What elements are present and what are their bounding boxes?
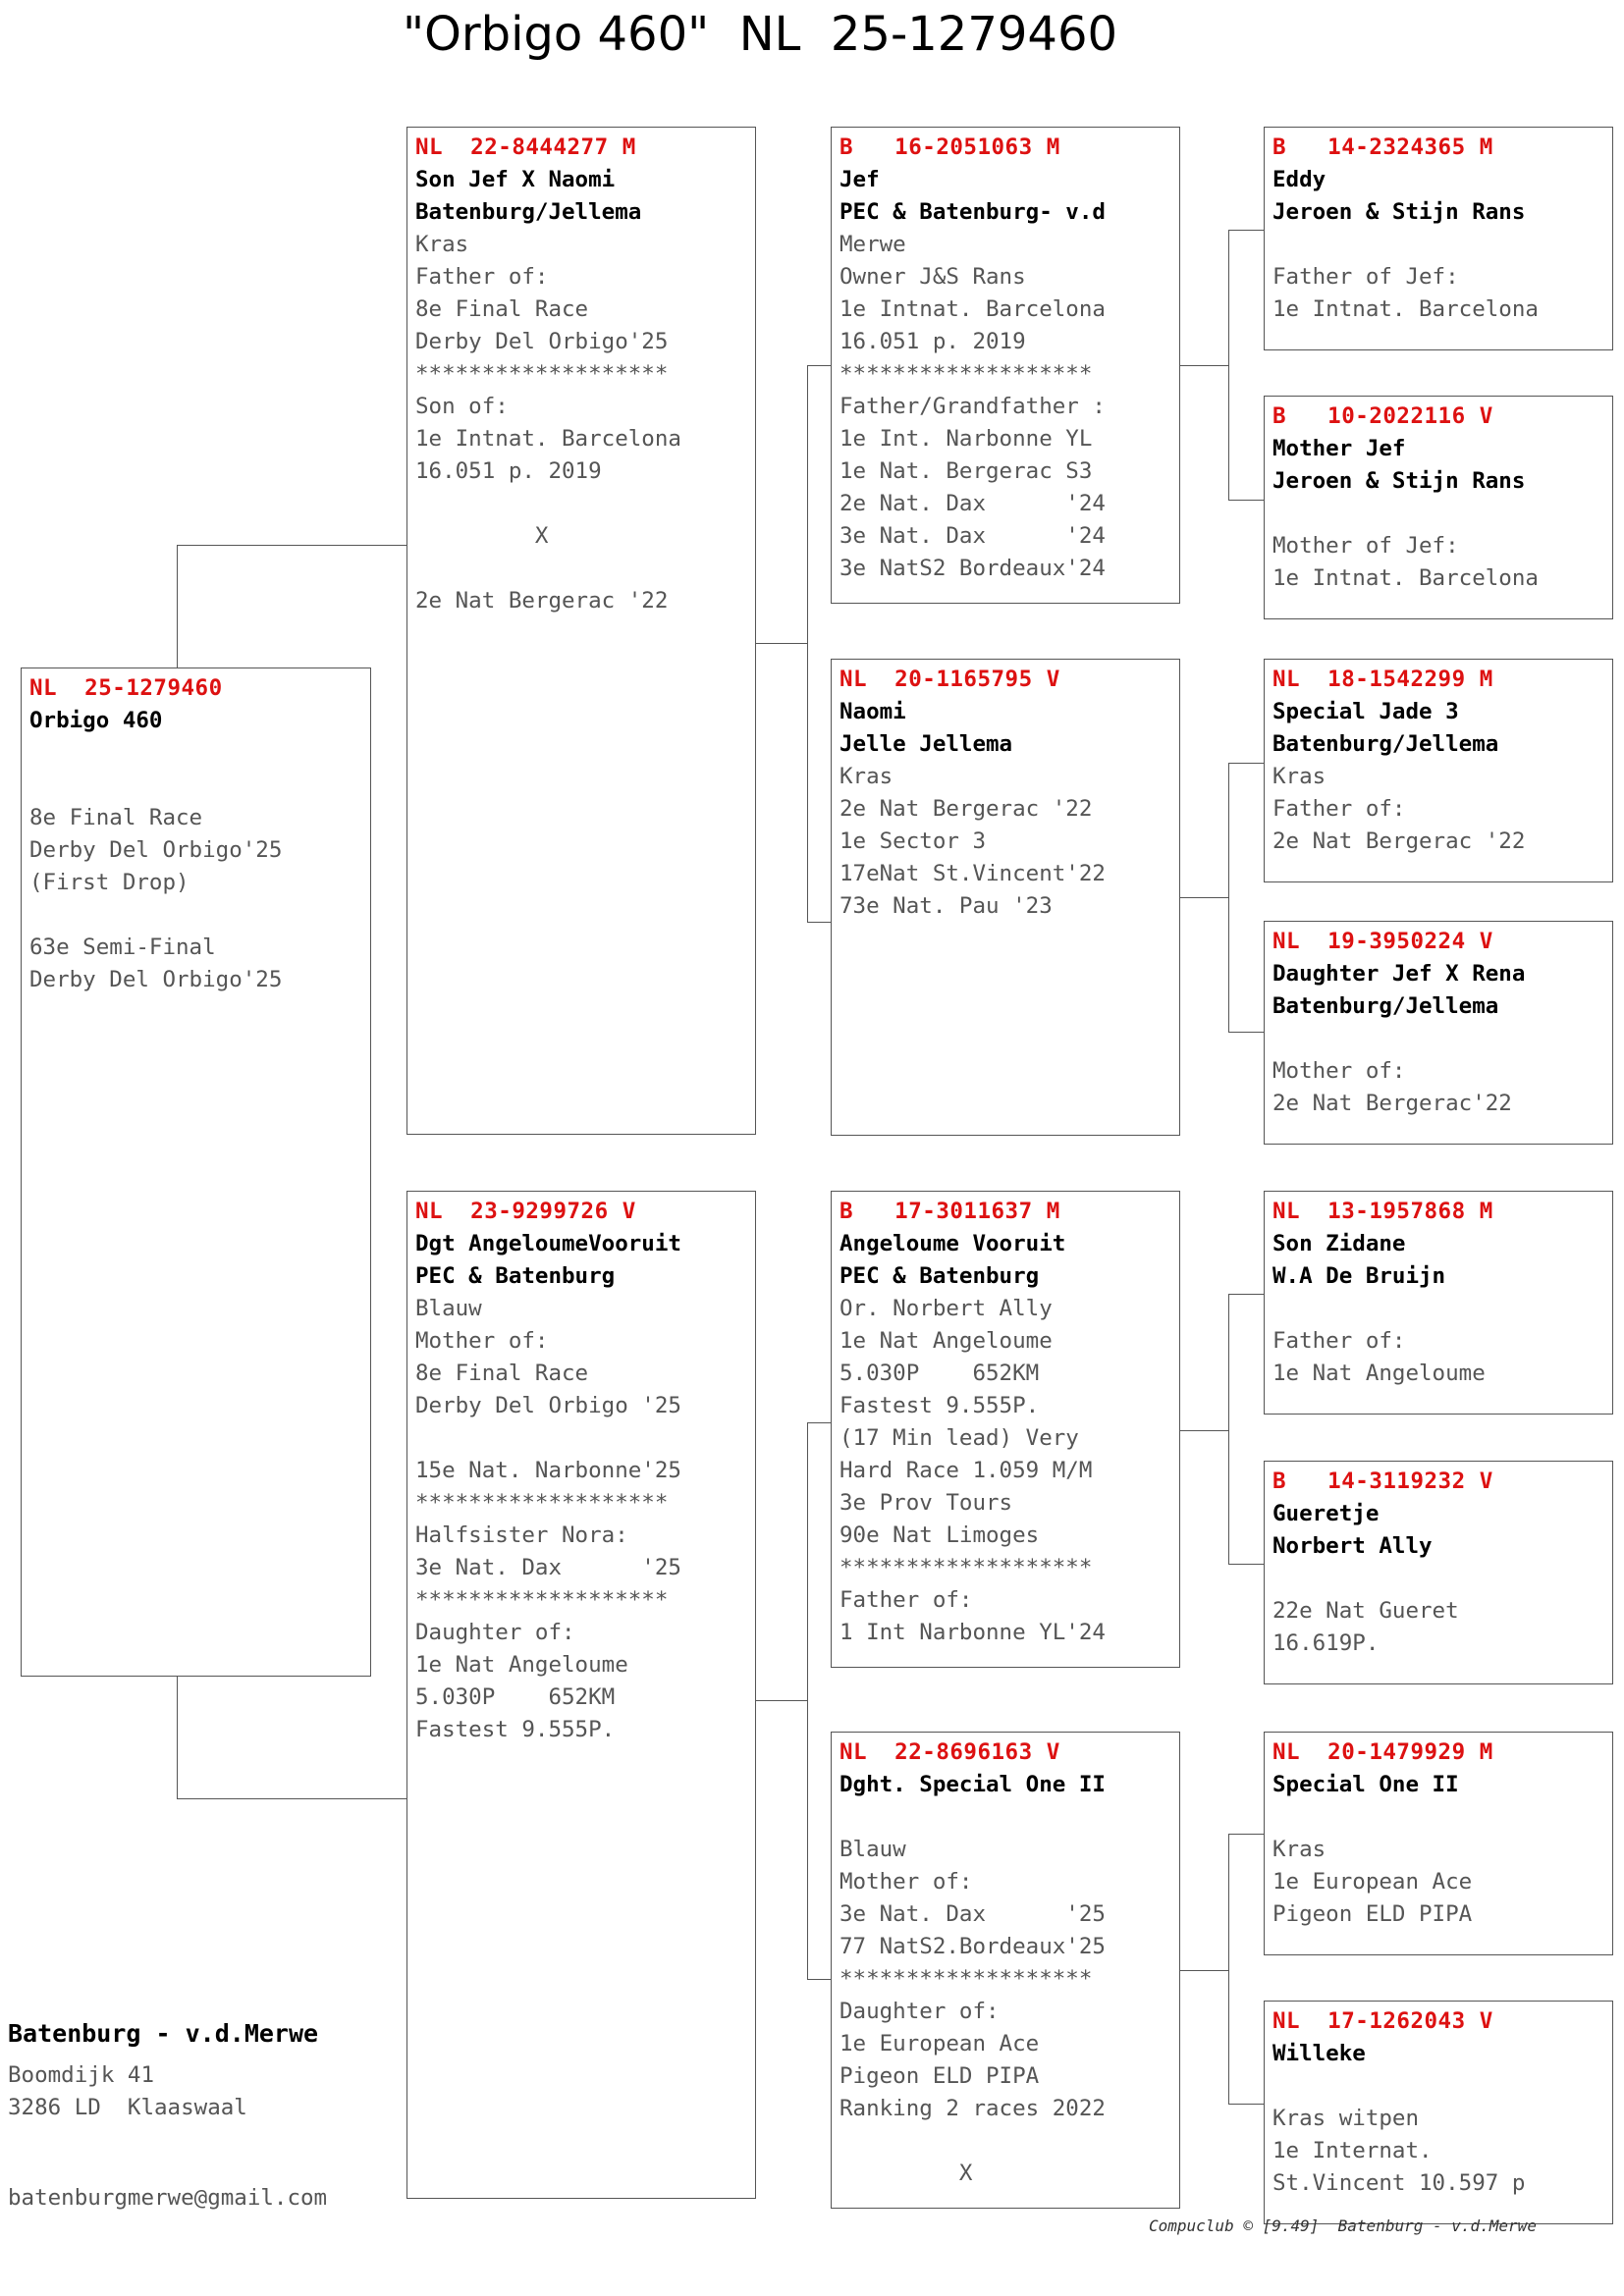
- pigeon-info-line: 1e Int. Narbonne YL: [839, 426, 1093, 452]
- pigeon-info-line: Derby Del Orbigo'25: [29, 837, 283, 863]
- pigeon-info-line: 5.030P 652KM: [839, 1361, 1040, 1386]
- pigeon-card-father: [406, 127, 756, 1135]
- pigeon-info-line: 3e Nat. Dax '25: [415, 1555, 681, 1580]
- pigeon-name-line: Dgt AngeloumeVooruit: [415, 1231, 681, 1256]
- ring-number: B 14-3119232 V: [1272, 1468, 1493, 1494]
- pigeon-info-line: [1272, 1801, 1604, 1834]
- pigeon-name-line: PEC & Batenburg- v.d: [839, 199, 1106, 225]
- pigeon-info-line: 63e Semi-Final: [29, 934, 216, 960]
- pigeon-card-mfm: [1264, 1461, 1613, 1684]
- connector-mother: [756, 1700, 807, 1701]
- connector-mf: [1180, 1430, 1228, 1431]
- pigeon-info-line: 1e Intnat. Barcelona: [415, 426, 681, 452]
- pigeon-card-mf: [831, 1191, 1180, 1668]
- pigeon-info-line: 8e Final Race: [415, 1361, 589, 1386]
- pigeon-info-line: Father/Grandfather :: [839, 394, 1106, 419]
- pigeon-info-line: Kras: [1272, 1837, 1326, 1862]
- ring-number: NL 17-1262043 V: [1272, 2008, 1493, 2034]
- pigeon-info-line: [1272, 2070, 1604, 2103]
- pigeon-info-line: 1e Intnat. Barcelona: [839, 296, 1106, 322]
- pigeon-info-line: 77 NatS2.Bordeaux'25: [839, 1934, 1106, 1959]
- pigeon-info-line: Derby Del Orbigo'25: [29, 967, 283, 992]
- pigeon-info-line: Father of:: [1272, 796, 1406, 822]
- pigeon-info-line: 1e Internat.: [1272, 2138, 1433, 2163]
- pigeon-info-line: 73e Nat. Pau '23: [839, 893, 1053, 919]
- pigeon-info-line: Father of Jef:: [1272, 264, 1459, 290]
- pigeon-info-line: Kras: [839, 764, 893, 789]
- pigeon-info-line: 90e Nat Limoges: [839, 1522, 1040, 1548]
- pigeon-info-line: [1272, 1023, 1604, 1055]
- pigeon-info-line: Pigeon ELD PIPA: [1272, 1901, 1473, 1927]
- pigeon-info-line: 2e Nat. Dax '24: [839, 491, 1106, 516]
- pigeon-info-line: St.Vincent 10.597 p: [1272, 2170, 1526, 2196]
- pigeon-info-line: Fastest 9.555P.: [415, 1717, 616, 1742]
- pigeon-card-mother: [406, 1191, 756, 2199]
- pigeon-info-line: [29, 770, 362, 802]
- connector-ff: [1180, 365, 1228, 366]
- pigeon-info-line: Mother of Jef:: [1272, 533, 1459, 559]
- pigeon-name-line: Batenburg/Jellema: [415, 199, 642, 225]
- pigeon-name-line: Son Zidane: [1272, 1231, 1406, 1256]
- pigeon-info-line: 1e Sector 3: [839, 828, 987, 854]
- connector-mf-parents: [1228, 1294, 1265, 1565]
- pigeon-info-line: 16.051 p. 2019: [415, 458, 602, 484]
- connector-fm-parents: [1228, 763, 1265, 1033]
- pigeon-info-line: Blauw: [839, 1837, 906, 1862]
- pigeon-name-line: Orbigo 460: [29, 708, 163, 733]
- breeder-email[interactable]: batenburgmerwe@gmail.com: [8, 2185, 328, 2211]
- pigeon-info-line: *******************: [839, 1966, 1093, 1992]
- pigeon-info-line: 3e NatS2 Bordeaux'24: [839, 556, 1106, 581]
- pigeon-card-fff: [1264, 127, 1613, 350]
- pigeon-name-line: Willeke: [1272, 2041, 1366, 2066]
- pigeon-info-line: Mother of:: [415, 1328, 549, 1354]
- ring-number: NL 20-1165795 V: [839, 667, 1060, 692]
- breeder-name: Batenburg - v.d.Merwe: [8, 2019, 319, 2048]
- pigeon-info-line: Or. Norbert Ally: [839, 1296, 1053, 1321]
- pigeon-info-line: (First Drop): [29, 870, 189, 895]
- pigeon-info-line: [415, 1422, 747, 1455]
- pigeon-name-line: Jelle Jellema: [839, 731, 1013, 757]
- pigeon-info-line: 2e Nat Bergerac '22: [1272, 828, 1526, 854]
- pigeon-info-line: 1e Intnat. Barcelona: [1272, 296, 1539, 322]
- pigeon-card-mmf: [1264, 1732, 1613, 1955]
- ring-number: NL 22-8444277 M: [415, 134, 636, 160]
- pigeon-info-line: Son of:: [415, 394, 509, 419]
- pigeon-name-line: PEC & Batenburg: [839, 1263, 1040, 1289]
- pigeon-info-line: 8e Final Race: [415, 296, 589, 322]
- ring-number: NL 25-1279460: [29, 675, 223, 701]
- connector-father-parents: [807, 365, 834, 923]
- pigeon-name-line: Jef: [839, 167, 880, 192]
- pigeon-info-line: Daughter of:: [839, 1999, 1000, 2024]
- connector-ff-parents: [1228, 230, 1265, 501]
- pigeon-name-line: Angeloume Vooruit: [839, 1231, 1066, 1256]
- pigeon-info-line: Father of:: [415, 264, 549, 290]
- footer-credit: Compuclub © [9.49] Batenburg - v.d.Merwe: [1149, 2216, 1537, 2235]
- pigeon-info-line: [29, 737, 362, 770]
- pigeon-name-line: Naomi: [839, 699, 906, 724]
- pigeon-info-line: 1e European Ace: [839, 2031, 1040, 2056]
- pigeon-info-line: 1e Intnat. Barcelona: [1272, 565, 1539, 591]
- pigeon-card-mm: [831, 1732, 1180, 2209]
- pigeon-info-line: 3e Nat. Dax '24: [839, 523, 1106, 549]
- pigeon-info-line: Halfsister Nora:: [415, 1522, 628, 1548]
- pigeon-card-subject: [21, 667, 371, 1677]
- pigeon-card-fm: [831, 659, 1180, 1136]
- pigeon-name-line: Jeroen & Stijn Rans: [1272, 468, 1526, 494]
- pigeon-info-line: Kras witpen: [1272, 2106, 1420, 2131]
- pigeon-info-line: [839, 1801, 1171, 1834]
- ring-number: NL 23-9299726 V: [415, 1199, 636, 1224]
- ring-number: B 14-2324365 M: [1272, 134, 1493, 160]
- pigeon-name-line: Mother Jef: [1272, 436, 1406, 461]
- pigeon-info-line: *******************: [415, 1587, 669, 1613]
- pigeon-info-line: (17 Min lead) Very: [839, 1425, 1079, 1451]
- pigeon-name-line: Batenburg/Jellema: [1272, 731, 1499, 757]
- connector-fm: [1180, 897, 1228, 898]
- pigeon-info-line: *******************: [415, 1490, 669, 1516]
- pigeon-name-line: Dght. Special One II: [839, 1772, 1106, 1797]
- pigeon-info-line: Derby Del Orbigo '25: [415, 1393, 681, 1418]
- pigeon-info-line: Derby Del Orbigo'25: [415, 329, 669, 354]
- pigeon-name-line: Norbert Ally: [1272, 1533, 1433, 1559]
- ring-number: B 10-2022116 V: [1272, 403, 1493, 429]
- pigeon-info-line: [29, 899, 362, 932]
- pigeon-info-line: 3e Nat. Dax '25: [839, 1901, 1106, 1927]
- pigeon-name-line: W.A De Bruijn: [1272, 1263, 1446, 1289]
- connector-mm-parents: [1228, 1834, 1265, 2105]
- ring-number: NL 20-1479929 M: [1272, 1739, 1493, 1765]
- pigeon-info-line: 8e Final Race: [29, 805, 203, 830]
- ring-number: NL 19-3950224 V: [1272, 929, 1493, 954]
- pigeon-info-line: X: [415, 523, 549, 549]
- pigeon-info-line: 1e Nat. Bergerac S3: [839, 458, 1093, 484]
- pigeon-info-line: 17eNat St.Vincent'22: [839, 861, 1106, 886]
- pigeon-info-line: Pigeon ELD PIPA: [839, 2063, 1040, 2089]
- pigeon-info-line: 1e Nat Angeloume: [839, 1328, 1053, 1354]
- pigeon-info-line: Father of:: [839, 1587, 973, 1613]
- pigeon-info-line: [415, 488, 747, 520]
- pigeon-name-line: Son Jef X Naomi: [415, 167, 616, 192]
- breeder-address-street: Boomdijk 41: [8, 2062, 155, 2088]
- pigeon-info-line: 15e Nat. Narbonne'25: [415, 1458, 681, 1483]
- pigeon-info-line: Daughter of:: [415, 1620, 575, 1645]
- connector-father: [756, 643, 807, 644]
- pigeon-info-line: 16.051 p. 2019: [839, 329, 1026, 354]
- ring-number: NL 18-1542299 M: [1272, 667, 1493, 692]
- pigeon-info-line: Hard Race 1.059 M/M: [839, 1458, 1093, 1483]
- pigeon-name-line: Special Jade 3: [1272, 699, 1459, 724]
- pigeon-info-line: Mother of:: [1272, 1058, 1406, 1084]
- pedigree-title: "Orbigo 460" NL 25-1279460: [403, 7, 1118, 62]
- pigeon-name-line: Daughter Jef X Rena: [1272, 961, 1526, 987]
- pigeon-info-line: Owner J&S Rans: [839, 264, 1026, 290]
- pigeon-card-fmm: [1264, 921, 1613, 1145]
- pigeon-info-line: 2e Nat Bergerac'22: [1272, 1091, 1512, 1116]
- pigeon-info-line: Father of:: [1272, 1328, 1406, 1354]
- pigeon-info-line: 5.030P 652KM: [415, 1684, 616, 1710]
- pigeon-info-line: Blauw: [415, 1296, 482, 1321]
- ring-number: B 16-2051063 M: [839, 134, 1060, 160]
- breeder-address-city: 3286 LD Klaaswaal: [8, 2095, 247, 2120]
- pigeon-info-line: Kras: [1272, 764, 1326, 789]
- pigeon-info-line: 1 Int Narbonne YL'24: [839, 1620, 1106, 1645]
- pigeon-info-line: Merwe: [839, 232, 906, 257]
- pigeon-info-line: Mother of:: [839, 1869, 973, 1895]
- pigeon-info-line: [839, 2125, 1171, 2158]
- connector-subject-mother: [177, 1677, 407, 1799]
- connector-mother-parents: [807, 1422, 834, 1980]
- pigeon-info-line: [415, 553, 747, 585]
- pigeon-info-line: *******************: [839, 361, 1093, 387]
- pigeon-info-line: [1272, 1293, 1604, 1325]
- pigeon-info-line: 3e Prov Tours: [839, 1490, 1013, 1516]
- pigeon-card-mmm: [1264, 2001, 1613, 2224]
- pigeon-info-line: 1e European Ace: [1272, 1869, 1473, 1895]
- pigeon-card-ffm: [1264, 396, 1613, 619]
- connector-mm: [1180, 1970, 1228, 1971]
- pigeon-card-mff: [1264, 1191, 1613, 1415]
- pigeon-info-line: 2e Nat Bergerac '22: [839, 796, 1093, 822]
- pigeon-card-ff: [831, 127, 1180, 604]
- pigeon-card-fmf: [1264, 659, 1613, 882]
- pigeon-name-line: Jeroen & Stijn Rans: [1272, 199, 1526, 225]
- pigeon-info-line: [1272, 1563, 1604, 1595]
- pigeon-name-line: Special One II: [1272, 1772, 1459, 1797]
- pigeon-name-line: PEC & Batenburg: [415, 1263, 616, 1289]
- pigeon-info-line: Fastest 9.555P.: [839, 1393, 1040, 1418]
- pigeon-name-line: Eddy: [1272, 167, 1326, 192]
- pigeon-info-line: *******************: [839, 1555, 1093, 1580]
- pigeon-info-line: [1272, 498, 1604, 530]
- pigeon-name-line: Batenburg/Jellema: [1272, 993, 1499, 1019]
- connector-subject: [177, 545, 407, 668]
- pigeon-info-line: 16.619P.: [1272, 1630, 1380, 1656]
- ring-number: NL 13-1957868 M: [1272, 1199, 1493, 1224]
- pigeon-info-line: Kras: [415, 232, 469, 257]
- pigeon-info-line: 2e Nat Bergerac '22: [415, 588, 669, 614]
- pigeon-name-line: Gueretje: [1272, 1501, 1380, 1526]
- ring-number: B 17-3011637 M: [839, 1199, 1060, 1224]
- pigeon-info-line: 1e Nat Angeloume: [415, 1652, 628, 1678]
- pigeon-info-line: 22e Nat Gueret: [1272, 1598, 1459, 1624]
- ring-number: NL 22-8696163 V: [839, 1739, 1060, 1765]
- pigeon-info-line: *******************: [415, 361, 669, 387]
- pigeon-info-line: Ranking 2 races 2022: [839, 2096, 1106, 2121]
- pigeon-info-line: 1e Nat Angeloume: [1272, 1361, 1486, 1386]
- pigeon-info-line: [1272, 229, 1604, 261]
- pigeon-info-line: X: [839, 2161, 973, 2186]
